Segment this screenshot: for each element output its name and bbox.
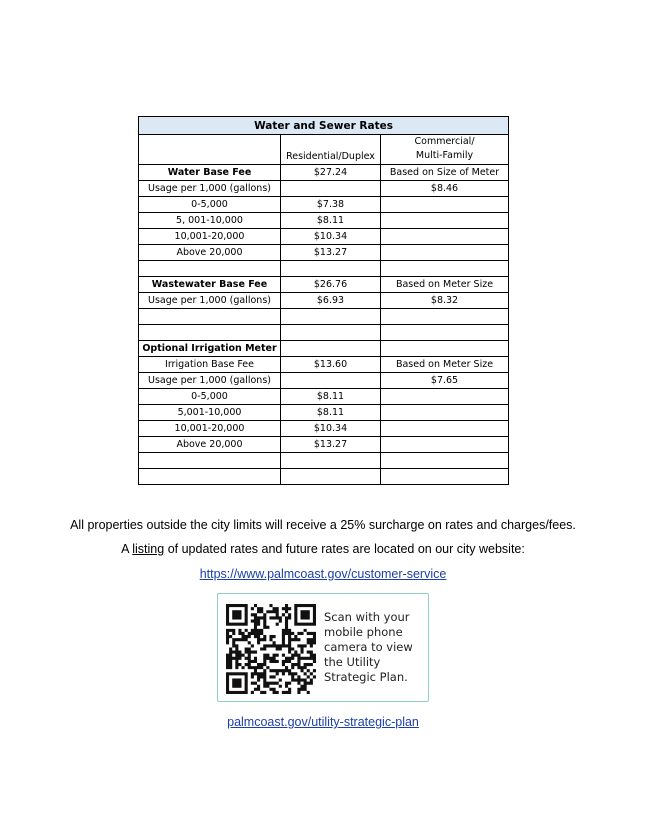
table-row xyxy=(139,245,509,261)
table-title: Water and Sewer Rates xyxy=(139,117,509,135)
row-residential: $13.27 xyxy=(281,245,381,261)
table-row xyxy=(139,437,509,453)
table-row xyxy=(139,165,509,181)
header-residential: Residential/Duplex xyxy=(281,135,381,165)
row-residential: $13.27 xyxy=(281,437,381,453)
row-label: 0-5,000 xyxy=(139,197,281,213)
header-commercial-line2: Multi-Family xyxy=(415,150,474,161)
listing-suffix: of updated rates and future rates are located on our city website: xyxy=(164,542,525,556)
row-residential xyxy=(281,453,381,469)
row-residential: $8.11 xyxy=(281,389,381,405)
table-row xyxy=(139,181,509,197)
row-commercial: $8.32 xyxy=(381,293,509,309)
table-row xyxy=(139,309,509,325)
table-title-row xyxy=(139,117,509,135)
row-residential: $26.76 xyxy=(281,277,381,293)
table-row xyxy=(139,261,509,277)
table-row xyxy=(139,325,509,341)
header-commercial xyxy=(381,135,509,165)
row-residential xyxy=(281,373,381,389)
table-row xyxy=(139,229,509,245)
row-commercial xyxy=(381,421,509,437)
row-commercial: $7.65 xyxy=(381,373,509,389)
table-row xyxy=(139,277,509,293)
row-label: 5,001-10,000 xyxy=(139,405,281,421)
row-commercial xyxy=(381,469,509,485)
table-row xyxy=(139,357,509,373)
row-commercial xyxy=(381,245,509,261)
header-label-cell xyxy=(139,135,281,165)
qr-text-line: the Utility xyxy=(324,655,381,669)
row-label: Water Base Fee xyxy=(139,165,281,181)
row-residential: $10.34 xyxy=(281,421,381,437)
row-commercial xyxy=(381,325,509,341)
surcharge-note: All properties outside the city limits will receive a 25% surcharge on rates and charges/fees. xyxy=(70,518,576,532)
row-label: Above 20,000 xyxy=(139,437,281,453)
row-label xyxy=(139,469,281,485)
row-commercial xyxy=(381,453,509,469)
row-residential xyxy=(281,181,381,197)
qr-text-line: Scan with your xyxy=(324,610,410,624)
row-residential: $6.93 xyxy=(281,293,381,309)
rates-table xyxy=(138,116,509,485)
row-label xyxy=(139,325,281,341)
row-commercial: $8.46 xyxy=(381,181,509,197)
row-commercial xyxy=(381,261,509,277)
row-residential: $8.11 xyxy=(281,213,381,229)
table-row xyxy=(139,293,509,309)
row-label: Above 20,000 xyxy=(139,245,281,261)
row-residential: $10.34 xyxy=(281,229,381,245)
row-residential: $8.11 xyxy=(281,405,381,421)
listing-prefix: A xyxy=(121,542,133,556)
listing-link[interactable]: listing xyxy=(132,542,165,556)
table-row xyxy=(139,197,509,213)
row-label xyxy=(139,453,281,469)
table-row xyxy=(139,213,509,229)
table-row xyxy=(139,341,509,357)
qr-text-line: Strategic Plan. xyxy=(324,670,408,684)
row-residential: $13.60 xyxy=(281,357,381,373)
row-label: 10,001-20,000 xyxy=(139,229,281,245)
row-label: Usage per 1,000 (gallons) xyxy=(139,373,281,389)
table-header-row xyxy=(139,135,509,165)
row-residential: $7.38 xyxy=(281,197,381,213)
row-commercial xyxy=(381,405,509,421)
row-commercial xyxy=(381,341,509,357)
header-commercial-line1: Commercial/ xyxy=(414,136,475,147)
row-label: Wastewater Base Fee xyxy=(139,277,281,293)
row-residential xyxy=(281,341,381,357)
table-row xyxy=(139,373,509,389)
table-row xyxy=(139,469,509,485)
row-label: Usage per 1,000 (gallons) xyxy=(139,181,281,197)
row-commercial xyxy=(381,213,509,229)
row-commercial xyxy=(381,437,509,453)
listing-note xyxy=(0,542,646,556)
row-label: 10,001-20,000 xyxy=(139,421,281,437)
table-row xyxy=(139,389,509,405)
row-residential xyxy=(281,469,381,485)
row-label: 0-5,000 xyxy=(139,389,281,405)
qr-text-line: camera to view xyxy=(324,640,413,654)
row-commercial xyxy=(381,389,509,405)
table-row xyxy=(139,453,509,469)
qr-instructions xyxy=(324,610,424,685)
row-residential xyxy=(281,325,381,341)
plan-link-line xyxy=(0,715,646,729)
row-commercial: Based on Meter Size xyxy=(381,357,509,373)
row-commercial xyxy=(381,229,509,245)
table-row xyxy=(139,405,509,421)
row-label: Optional Irrigation Meter xyxy=(139,341,281,357)
row-label: Irrigation Base Fee xyxy=(139,357,281,373)
utility-plan-link[interactable]: palmcoast.gov/utility-strategic-plan xyxy=(227,715,419,729)
row-label: 5, 001-10,000 xyxy=(139,213,281,229)
qr-text-line: mobile phone xyxy=(324,625,403,639)
table-row xyxy=(139,421,509,437)
row-label xyxy=(139,309,281,325)
row-commercial xyxy=(381,309,509,325)
row-residential: $27.24 xyxy=(281,165,381,181)
row-commercial xyxy=(381,197,509,213)
row-label: Usage per 1,000 (gallons) xyxy=(139,293,281,309)
qr-code-icon[interactable] xyxy=(226,604,316,694)
row-commercial: Based on Size of Meter xyxy=(381,165,509,181)
customer-service-link[interactable]: https://www.palmcoast.gov/customer-service xyxy=(199,567,447,581)
qr-card xyxy=(217,593,429,702)
row-residential xyxy=(281,261,381,277)
row-label xyxy=(139,261,281,277)
website-line xyxy=(0,567,646,581)
row-residential xyxy=(281,309,381,325)
row-commercial: Based on Meter Size xyxy=(381,277,509,293)
